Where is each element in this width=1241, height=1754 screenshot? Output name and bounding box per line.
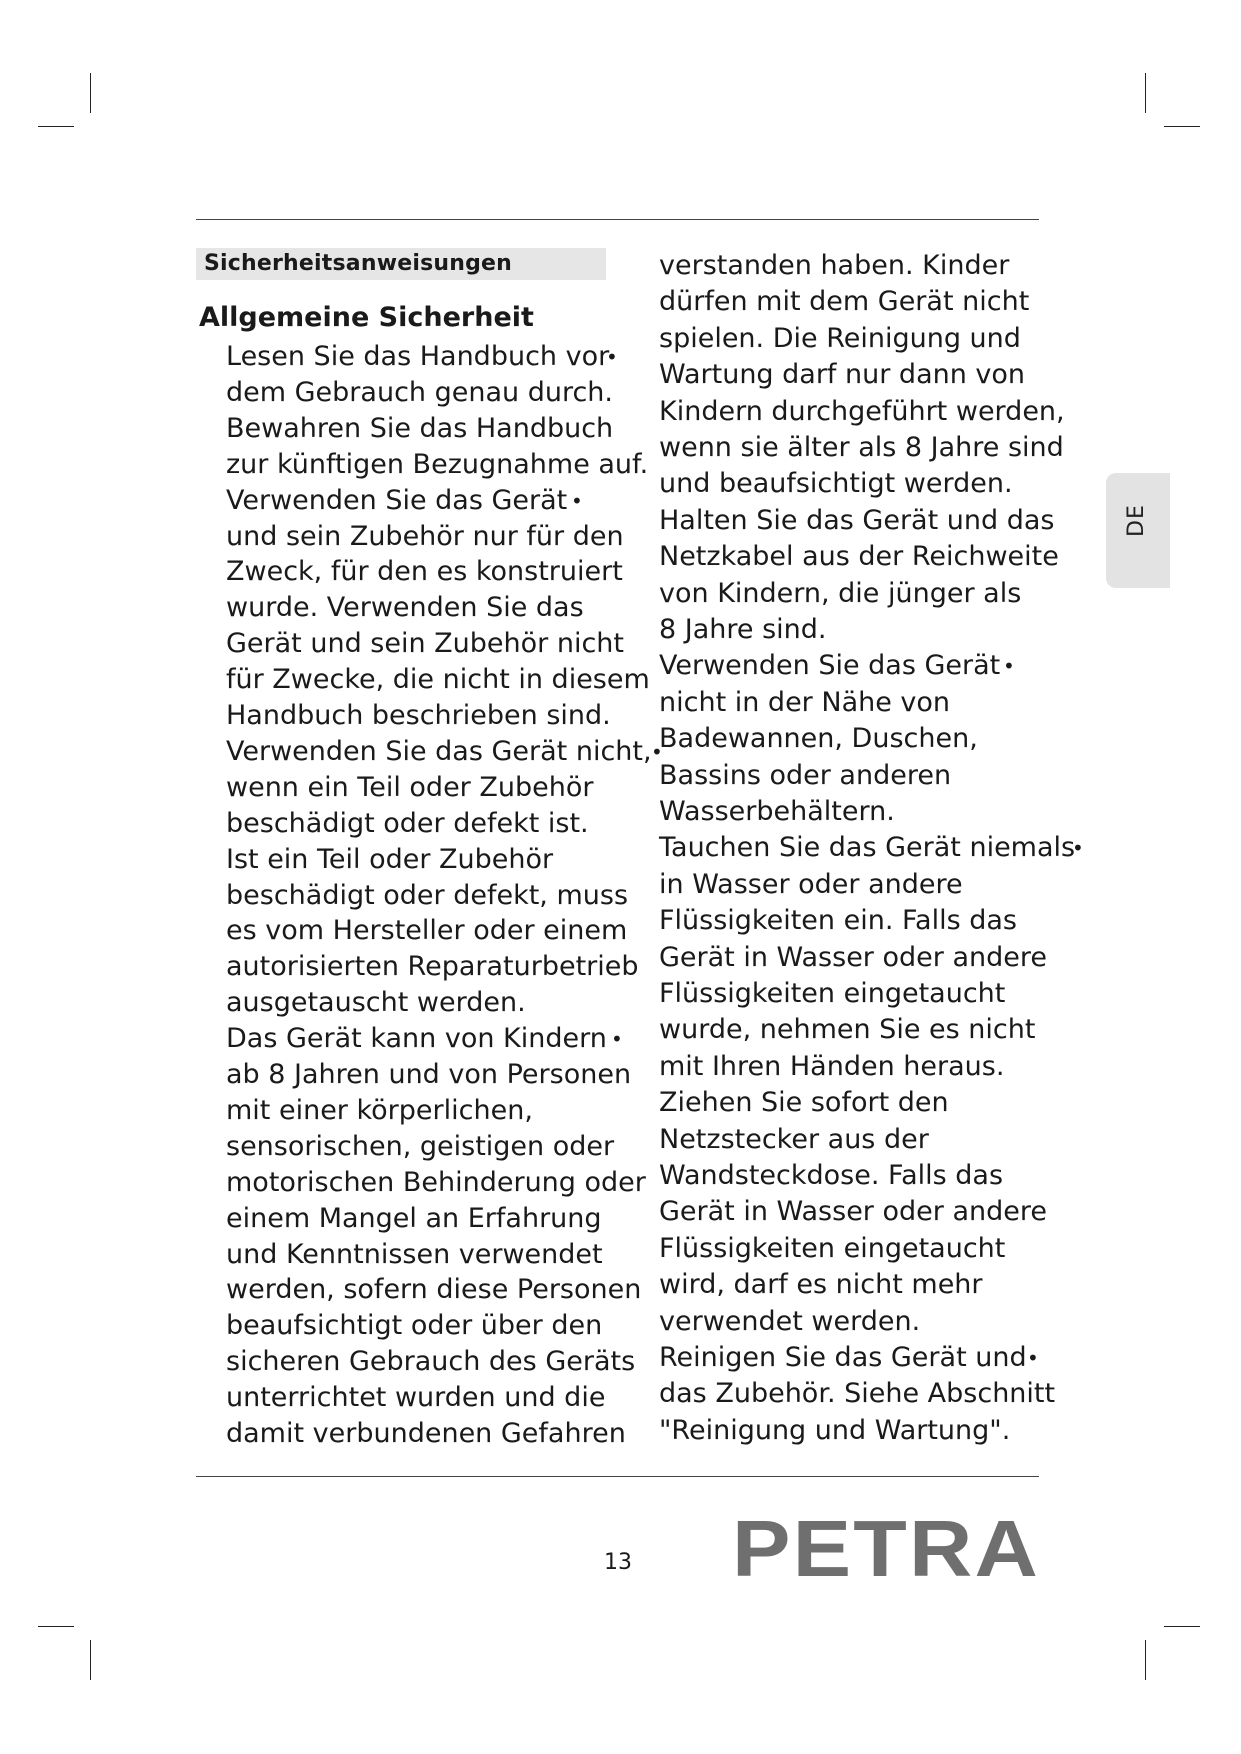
page-number: 13: [604, 1550, 632, 1575]
right-text-line: wurde, nehmen Sie es nicht: [659, 1014, 1036, 1046]
section-header: Sicherheitsanweisungen: [196, 248, 606, 280]
top-rule: [196, 219, 1039, 220]
left-text-line: Ist ein Teil oder Zubehör: [226, 843, 554, 875]
crop-mark-top-right-h: [1164, 126, 1200, 127]
bullet-marker: •: [611, 1027, 623, 1052]
right-text-line: 8 Jahre sind.: [659, 614, 827, 645]
left-text-line: werden, sofern diese Personen: [226, 1274, 642, 1306]
left-text-line: für Zwecke, die nicht in diesem: [226, 664, 650, 696]
left-text-line: es vom Hersteller oder einem: [226, 915, 628, 947]
right-text-line: Bassins oder anderen: [659, 759, 952, 791]
left-text-line: Gerät und sein Zubehör nicht: [226, 628, 624, 660]
crop-mark-top-right-v: [1145, 73, 1146, 113]
right-text-line: Tauchen Sie das Gerät niemals: [659, 832, 1076, 864]
bullet-marker: •: [651, 739, 663, 764]
left-text-line: Das Gerät kann von Kindern: [226, 1023, 607, 1055]
right-text-line: von Kindern, die jünger als: [659, 577, 1022, 609]
right-text-line: "Reinigung und Wartung".: [659, 1414, 1011, 1446]
crop-mark-bottom-right-v: [1145, 1640, 1146, 1680]
left-text-line: damit verbundenen Gefahren: [226, 1418, 626, 1449]
left-text-line: Zweck, für den es konstruiert: [226, 556, 623, 588]
right-text-line: Halten Sie das Gerät und das: [659, 504, 1055, 536]
left-text-line: beaufsichtigt oder über den: [226, 1310, 603, 1342]
right-text-line: Badewannen, Duschen,: [659, 723, 978, 755]
left-text-line: einem Mangel an Erfahrung: [226, 1202, 602, 1234]
left-text-line: und sein Zubehör nur für den: [226, 520, 624, 552]
right-text-line: Gerät in Wasser oder andere: [659, 1196, 1047, 1228]
left-text-line: und Kenntnissen verwendet: [226, 1238, 603, 1270]
right-text-line: Ziehen Sie sofort den: [659, 1087, 949, 1119]
left-text-line: ab 8 Jahren und von Personen: [226, 1059, 632, 1090]
right-text-line: wenn sie älter als 8 Jahre sind: [659, 432, 1064, 463]
bullet-marker: •: [1003, 654, 1015, 679]
right-text-line: Wasserbehältern.: [659, 796, 895, 827]
crop-mark-bottom-right-h: [1164, 1626, 1200, 1627]
left-text-line: sensorischen, geistigen oder: [226, 1130, 615, 1162]
left-text-line: beschädigt oder defekt, muss: [226, 879, 629, 911]
right-text-line: Flüssigkeiten eingetaucht: [659, 978, 1006, 1009]
left-text-line: beschädigt oder defekt ist.: [226, 807, 589, 839]
right-text-line: und beaufsichtigt werden.: [659, 468, 1013, 500]
bullet-marker: •: [1072, 836, 1084, 861]
right-text-line: das Zubehör. Siehe Abschnitt: [659, 1378, 1056, 1410]
right-text-line: Reinigen Sie das Gerät und: [659, 1342, 1027, 1373]
right-text-line: Flüssigkeiten eingetaucht: [659, 1232, 1006, 1264]
left-text-line: wurde. Verwenden Sie das: [226, 592, 584, 624]
bullet-marker: •: [1027, 1346, 1039, 1370]
right-text-line: spielen. Die Reinigung und: [659, 322, 1021, 354]
language-tab-label: DE: [1124, 504, 1149, 537]
right-text-line: dürfen mit dem Gerät nicht: [659, 286, 1030, 318]
left-text-line: unterrichtet wurden und die: [226, 1382, 606, 1414]
left-text-line: motorischen Behinderung oder: [226, 1166, 646, 1198]
crop-mark-bottom-left-v: [90, 1640, 91, 1680]
right-text-line: Kindern durchgeführt werden,: [659, 395, 1065, 427]
bullet-marker: •: [606, 345, 618, 369]
left-text-line: Verwenden Sie das Gerät: [226, 484, 568, 516]
left-text-line: Lesen Sie das Handbuch vor: [226, 341, 610, 372]
left-text-line: wenn ein Teil oder Zubehör: [226, 771, 594, 803]
right-text-line: Verwenden Sie das Gerät: [659, 650, 1001, 682]
crop-mark-top-left-v: [90, 73, 91, 113]
left-text-line: sicheren Gebrauch des Geräts: [226, 1346, 636, 1378]
left-text-line: dem Gebrauch genau durch.: [226, 376, 614, 408]
right-text-line: Wandsteckdose. Falls das: [659, 1160, 1004, 1191]
right-text-line: Netzstecker aus der: [659, 1123, 929, 1155]
crop-mark-top-left-h: [38, 126, 74, 127]
bottom-rule: [196, 1476, 1039, 1477]
petra-logo: [732, 1510, 1042, 1586]
logo-text: PETRA: [732, 1510, 1040, 1586]
right-text-line: verstanden haben. Kinder: [659, 250, 1010, 281]
left-text-line: autorisierten Reparaturbetrieb: [226, 951, 639, 983]
right-text-line: Netzkabel aus der Reichweite: [659, 541, 1059, 573]
right-text-line: Flüssigkeiten ein. Falls das: [659, 905, 1017, 937]
right-text-line: verwendet werden.: [659, 1305, 921, 1337]
left-text-line: Bewahren Sie das Handbuch: [226, 412, 614, 444]
bullet-marker: •: [571, 488, 583, 513]
left-text-line: ausgetauscht werden.: [226, 987, 526, 1019]
language-tab: [1106, 473, 1170, 588]
right-text-line: wird, darf es nicht mehr: [659, 1269, 983, 1301]
right-text-line: nicht in der Nähe von: [659, 686, 951, 718]
right-text-line: Wartung darf nur dann von: [659, 359, 1026, 391]
right-text-line: in Wasser oder andere: [659, 868, 963, 900]
right-text-line: Gerät in Wasser oder andere: [659, 941, 1047, 973]
page-heading: Allgemeine Sicherheit: [199, 302, 534, 333]
left-text-line: mit einer körperlichen,: [226, 1094, 533, 1126]
left-text-line: Handbuch beschrieben sind.: [226, 700, 611, 731]
right-text-line: mit Ihren Händen heraus.: [659, 1050, 1005, 1082]
left-text-line: zur künftigen Bezugnahme auf.: [226, 448, 649, 480]
left-text-line: Verwenden Sie das Gerät nicht,: [226, 735, 652, 767]
crop-mark-bottom-left-h: [38, 1626, 74, 1627]
